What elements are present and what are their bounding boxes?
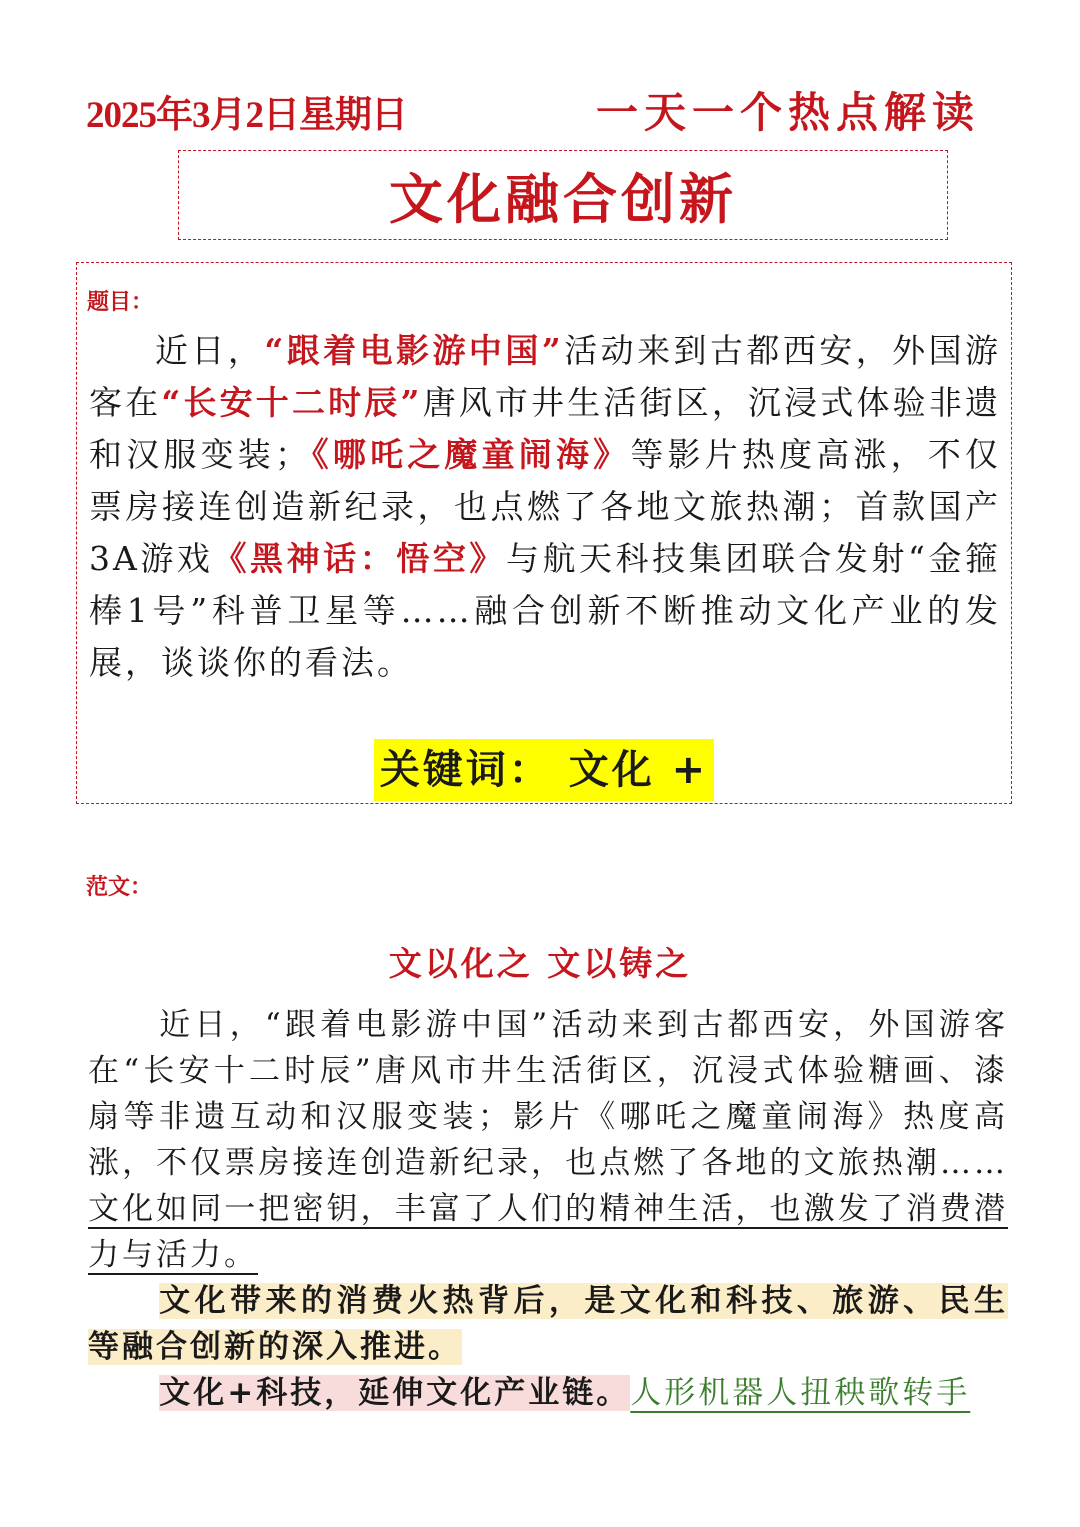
series-title: 一天一个热点解读 bbox=[596, 88, 981, 137]
topic-emphasis: 《哪吒之魔童闹海》 bbox=[310, 435, 631, 474]
essay-body bbox=[88, 1002, 1008, 1416]
topic-part: 唐风市井生活街区，沉浸式体验非遗和汉服变装； bbox=[89, 383, 1002, 474]
keyword-badge: 关键词： 文化 + bbox=[374, 739, 714, 801]
topic-part: 与航天科技集团联合发射“金箍棒1号”科普卫星等……融合创新不断推动文化产业的发展，谈谈你的看法。 bbox=[89, 539, 1002, 682]
title-box bbox=[178, 150, 948, 240]
essay-paragraph bbox=[88, 1002, 1008, 1278]
keyword-row bbox=[77, 739, 1011, 801]
essay-green-text: 人形机器人扭秧歌转手 bbox=[630, 1375, 971, 1411]
essay-label: 范文： bbox=[86, 875, 153, 900]
topic-part: 等影片热度高涨，不仅票房接连创造新纪录，也点燃了各地文旅热潮；首款国产3A游戏 bbox=[89, 435, 1001, 578]
essay-highlight-text: 文化+科技，延伸文化产业链。 bbox=[159, 1375, 631, 1411]
topic-emphasis: “长安十二时辰” bbox=[161, 383, 423, 422]
essay-underlined-text: 文化如同一把密钥，丰富了人们的精神生活，也激发了消费潜力与活力。 bbox=[88, 1191, 1008, 1273]
topic-part: 活动来到古都西安，外国游客在 bbox=[89, 331, 1001, 422]
page-title: 文化融合创新 bbox=[389, 167, 737, 231]
topic-emphasis: “跟着电影游中国” bbox=[264, 331, 564, 370]
essay-title: 文以化之 文以铸之 bbox=[388, 944, 692, 983]
essay-paragraph bbox=[88, 1278, 1008, 1370]
essay-paragraph bbox=[88, 1370, 1008, 1416]
essay-highlight-text: 文化带来的消费火热背后，是文化和科技、旅游、民生等融合创新的深入推进。 bbox=[88, 1283, 1008, 1365]
topic-emphasis: 《黑神话：悟空》 bbox=[213, 539, 506, 578]
topic-part: 近日， bbox=[155, 331, 265, 370]
topic-box bbox=[76, 262, 1012, 804]
date-label: 2025年3月2日星期日 bbox=[86, 95, 407, 136]
topic-text bbox=[89, 325, 1001, 689]
topic-label: 题目： bbox=[87, 290, 154, 315]
essay-text: 近日，“跟着电影游中国”活动来到古都西安，外国游客在“长安十二时辰”唐风市井生活街区，沉浸式体验糖画、漆扇等非遗互动和汉服变装；影片《哪吒之魔童闹海》热度高涨，不仅票房接连创造新纪录，也点燃了各地的文旅热潮…… bbox=[88, 1007, 1008, 1181]
